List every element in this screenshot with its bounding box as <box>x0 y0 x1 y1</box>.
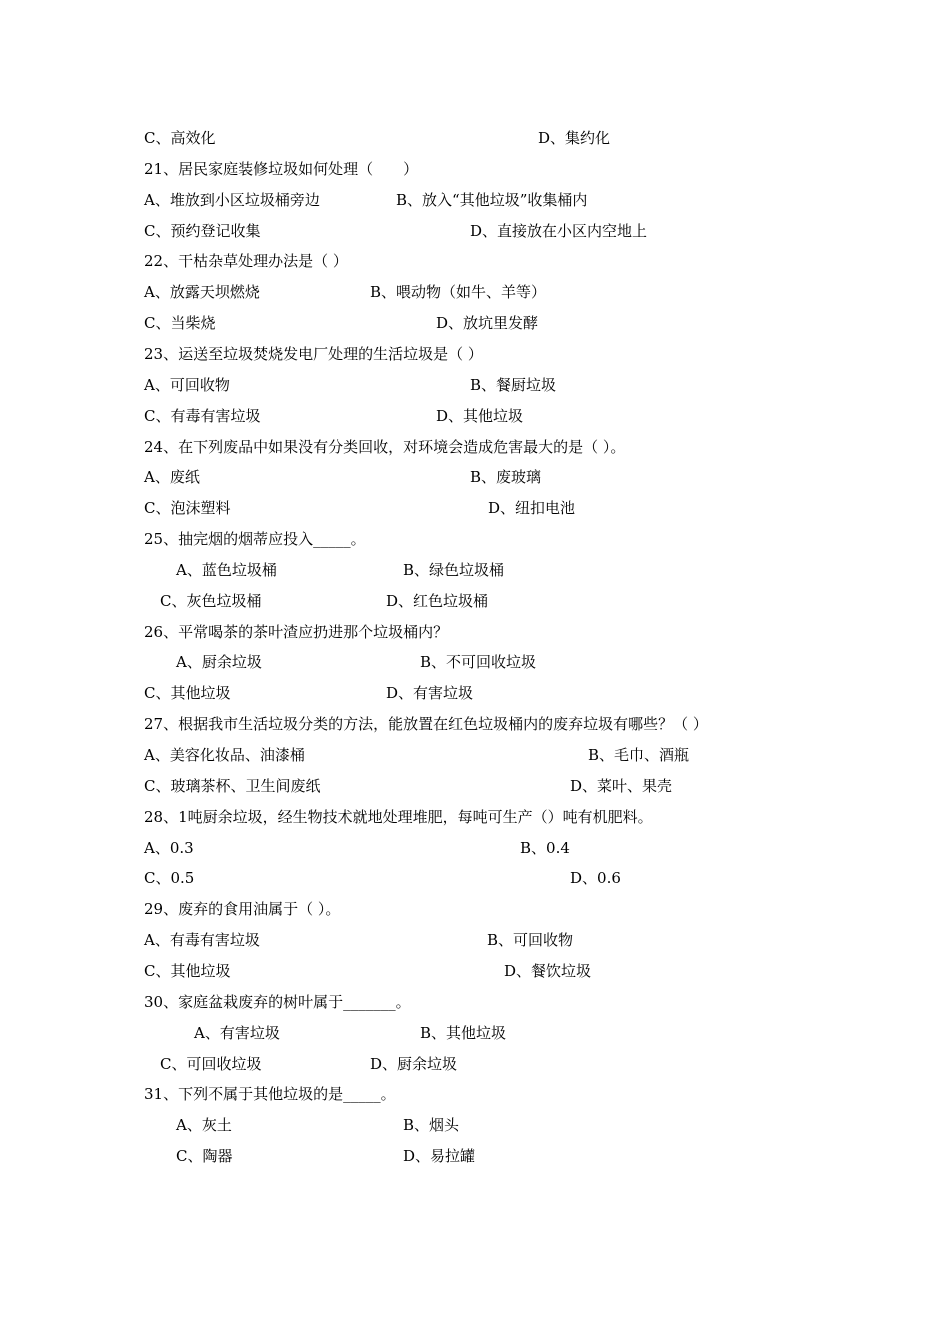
option-text: A、美容化妆品、油漆桶 <box>144 746 305 764</box>
question-text: 23、运送至垃圾焚烧发电厂处理的生活垃圾是（ ） <box>144 345 483 363</box>
option-text: C、0.5 <box>144 869 195 887</box>
question-text: 31、下列不属于其他垃圾的是_____。 <box>144 1085 396 1103</box>
option-text: D、易拉罐 <box>403 1147 476 1165</box>
option-text: B、毛巾、酒瓶 <box>588 746 690 764</box>
question-text: 24、在下列废品中如果没有分类回收，对环境会造成危害最大的是（ ）。 <box>144 438 626 456</box>
option-text: D、厨余垃圾 <box>370 1055 458 1073</box>
option-text: B、绿色垃圾桶 <box>403 561 505 579</box>
option-text: A、废纸 <box>144 468 200 486</box>
option-text: A、灰土 <box>176 1116 232 1134</box>
option-text: C、可回收垃圾 <box>160 1055 262 1073</box>
option-text: A、0.3 <box>144 839 194 857</box>
option-text: D、纽扣电池 <box>488 499 576 517</box>
question-text: 28、1吨厨余垃圾，经生物技术就地处理堆肥，每吨可生产（）吨有机肥料。 <box>144 808 653 826</box>
option-text: C、灰色垃圾桶 <box>160 592 262 610</box>
question-text: 30、家庭盆栽废弃的树叶属于_______。 <box>144 993 411 1011</box>
option-text: A、有毒有害垃圾 <box>144 931 260 949</box>
option-text: A、放露天坝燃烧 <box>144 283 260 301</box>
option-text: C、陶器 <box>176 1147 233 1165</box>
option-text: D、红色垃圾桶 <box>386 592 489 610</box>
option-text: C、其他垃圾 <box>144 684 231 702</box>
option-text: D、有害垃圾 <box>386 684 474 702</box>
option-text: A、蓝色垃圾桶 <box>176 561 277 579</box>
option-text: B、放入“其他垃圾”收集桶内 <box>396 191 588 209</box>
option-text: C、其他垃圾 <box>144 962 231 980</box>
option-text: C、高效化 <box>144 129 216 147</box>
option-text: B、餐厨垃圾 <box>470 376 557 394</box>
option-text: B、可回收物 <box>487 931 574 949</box>
option-text: C、泡沫塑料 <box>144 499 231 517</box>
option-text: D、集约化 <box>538 129 611 147</box>
option-text: D、餐饮垃圾 <box>504 962 592 980</box>
option-text: B、0.4 <box>520 839 570 857</box>
option-text: B、废玻璃 <box>470 468 542 486</box>
question-text: 22、干枯杂草处理办法是（ ） <box>144 252 348 270</box>
option-text: A、厨余垃圾 <box>176 653 262 671</box>
question-text: 21、居民家庭装修垃圾如何处理（ ） <box>144 160 419 178</box>
option-text: C、预约登记收集 <box>144 222 261 240</box>
question-text: 27、根据我市生活垃圾分类的方法，能放置在红色垃圾桶内的废弃垃圾有哪些？（ ） <box>144 715 708 733</box>
option-text: A、堆放到小区垃圾桶旁边 <box>144 191 320 209</box>
option-text: B、喂动物（如牛、羊等） <box>370 283 547 301</box>
option-text: B、其他垃圾 <box>420 1024 507 1042</box>
option-text: C、当柴烧 <box>144 314 216 332</box>
option-text: D、直接放在小区内空地上 <box>470 222 648 240</box>
option-text: D、放坑里发酵 <box>436 314 539 332</box>
option-text: B、不可回收垃圾 <box>420 653 537 671</box>
question-text: 29、废弃的食用油属于（ ）。 <box>144 900 341 918</box>
option-text: C、有毒有害垃圾 <box>144 407 261 425</box>
option-text: D、菜叶、果壳 <box>570 777 673 795</box>
option-text: D、0.6 <box>570 869 621 887</box>
option-text: C、玻璃茶杯、卫生间废纸 <box>144 777 321 795</box>
question-text: 25、抽完烟的烟蒂应投入_____。 <box>144 530 366 548</box>
option-text: A、可回收物 <box>144 376 230 394</box>
option-text: B、烟头 <box>403 1116 460 1134</box>
question-text: 26、平常喝茶的茶叶渣应扔进那个垃圾桶内？ <box>144 623 449 641</box>
option-text: A、有害垃圾 <box>194 1024 280 1042</box>
option-text: D、其他垃圾 <box>436 407 524 425</box>
